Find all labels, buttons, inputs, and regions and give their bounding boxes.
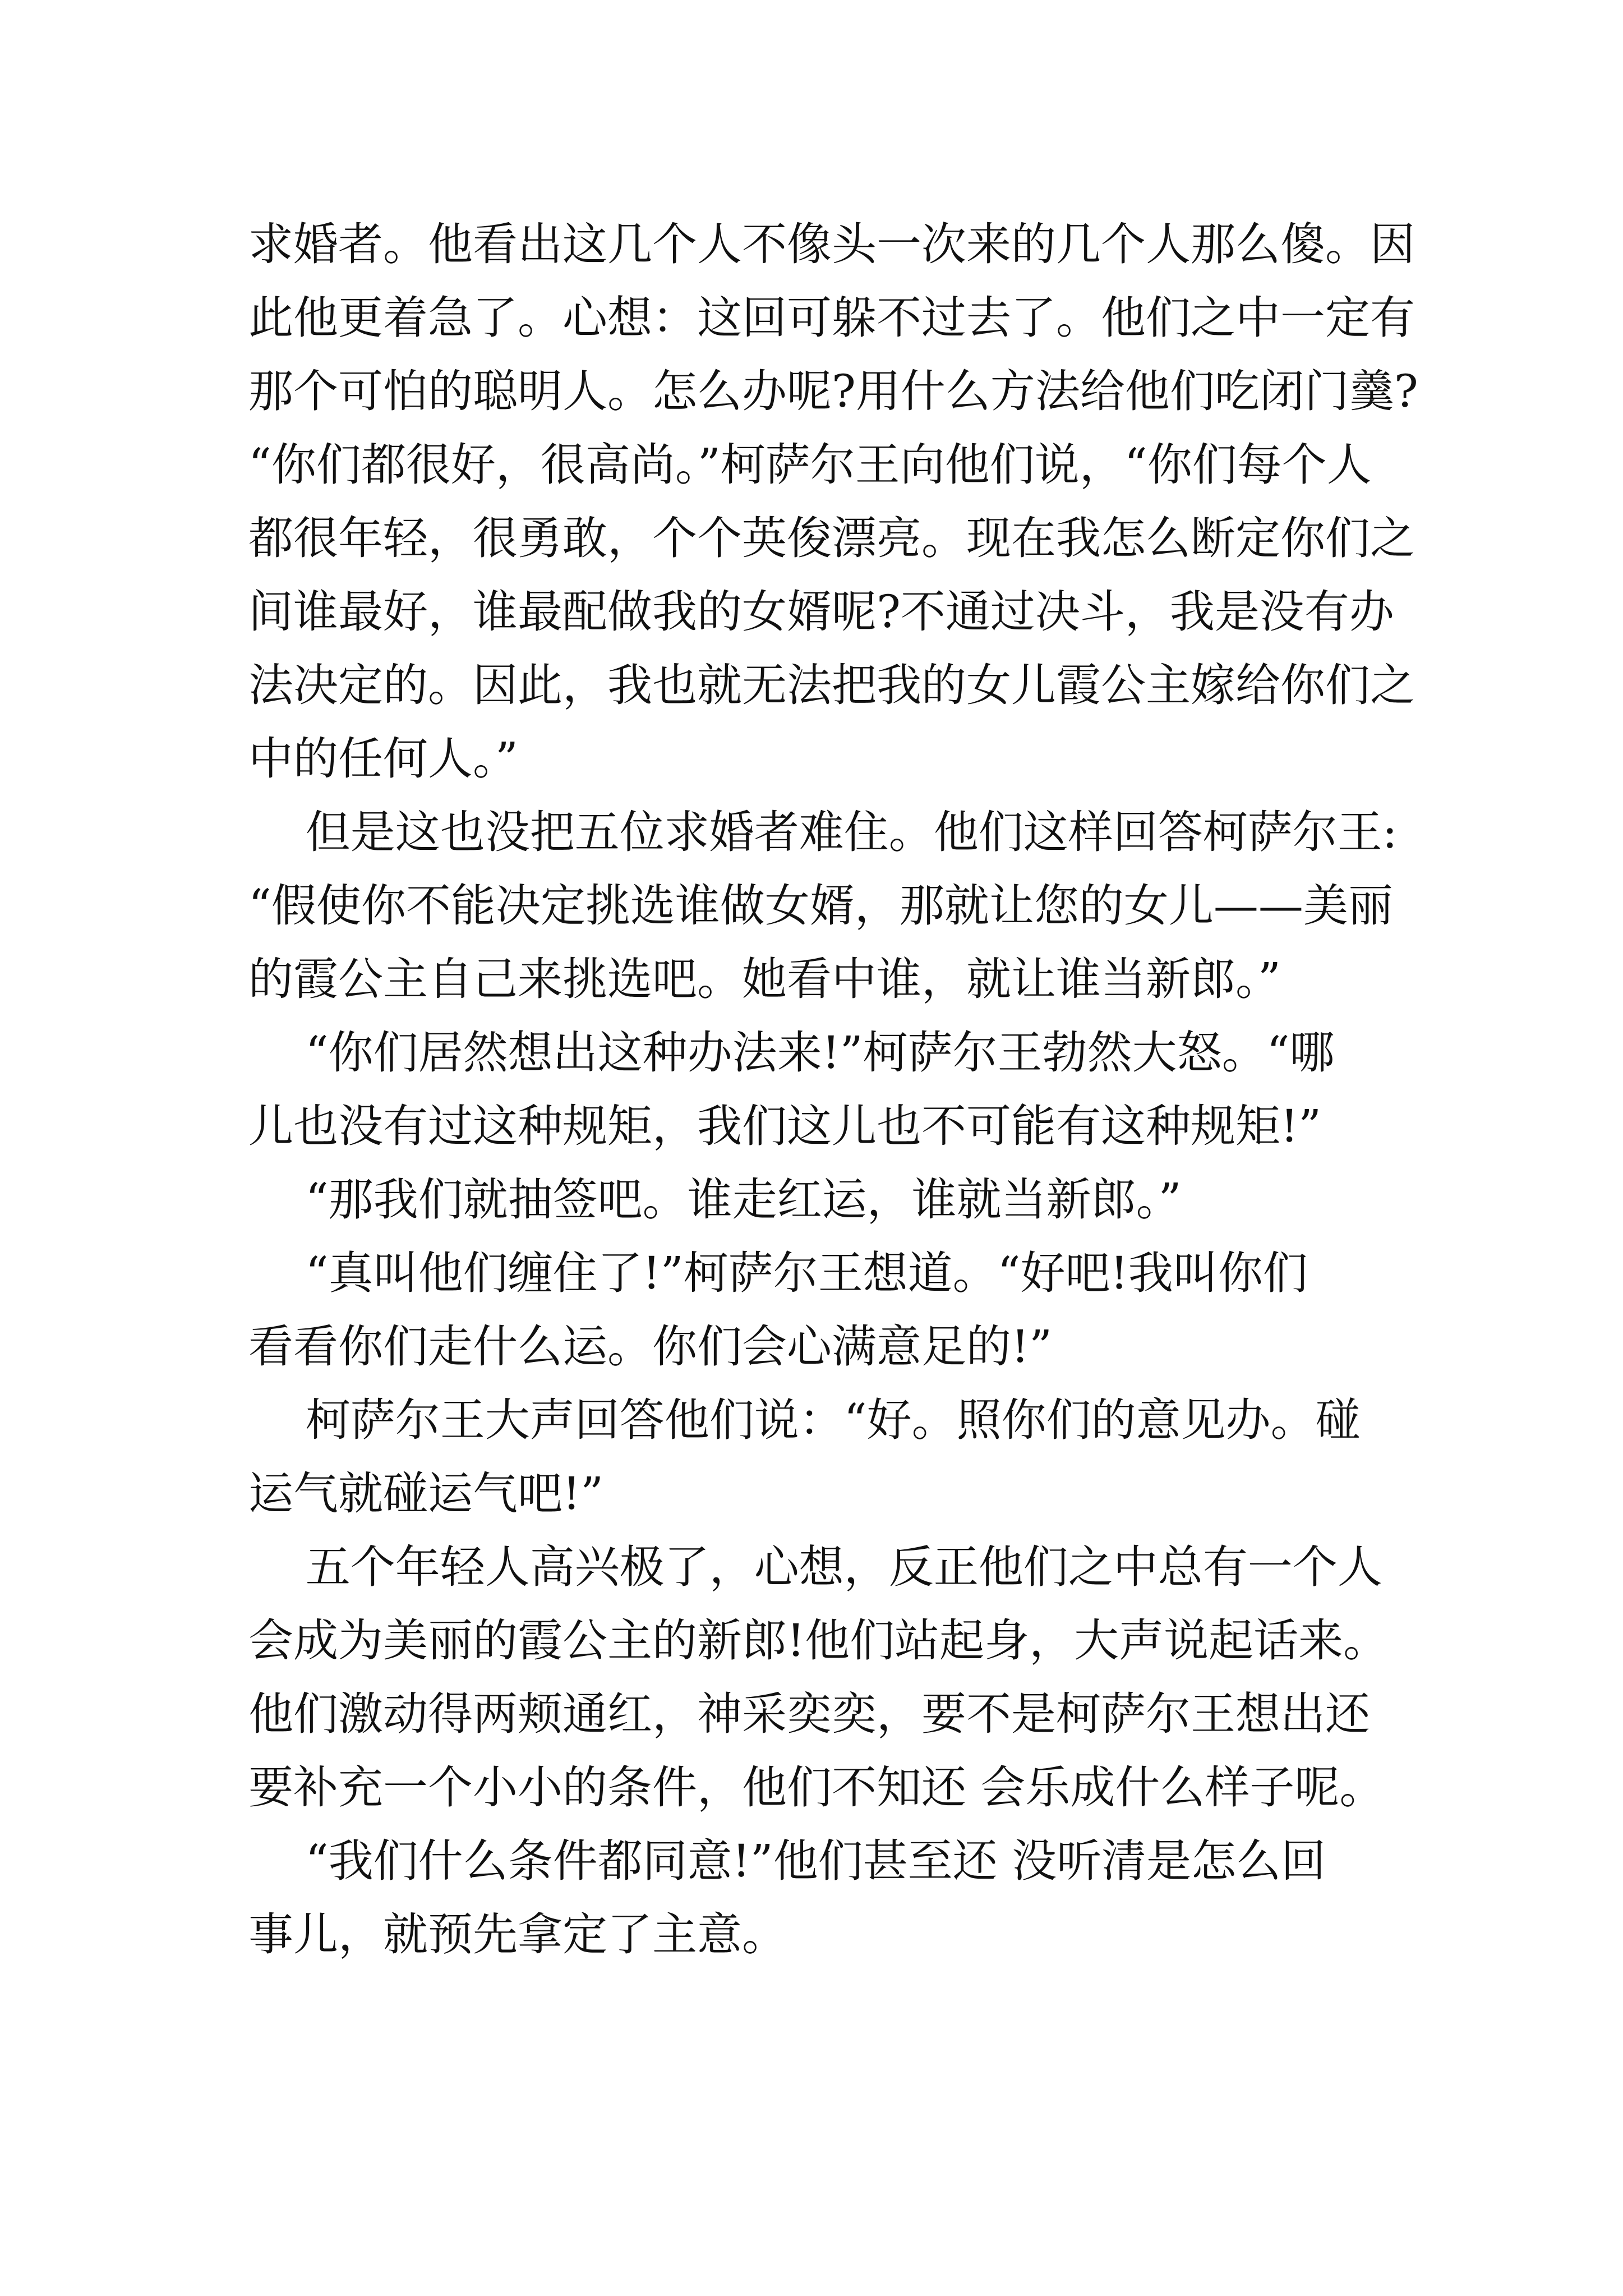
text-line: 看看你们走什么运。你们会心满意足的!” — [248, 1320, 1053, 1373]
text-line: 要补充一个小小的条件，他们不知还 会乐成什么样子呢。 — [248, 1761, 1385, 1814]
text-line: 运气就碰运气吧!” — [248, 1467, 604, 1520]
text-line: 儿也没有过这种规矩，我们这儿也不可能有这种规矩!” — [248, 1100, 1322, 1152]
text-line: 会成为美丽的霞公主的新郎!他们站起身，大声说起话来。 — [248, 1614, 1389, 1667]
text-line: 的霞公主自己来挑选吧。她看中谁，就让谁当新郎。” — [248, 953, 1281, 1005]
text-line: 求婚者。他看出这几个人不像头一次来的几个人那么傻。因 — [248, 218, 1415, 270]
text-line: 但是这也没把五位求婚者难住。他们这样回答柯萨尔王: — [248, 806, 1398, 858]
text-line: “你们居然想出这种办法来!”柯萨尔王勃然大怒。“哪 — [248, 1027, 1335, 1079]
text-line: “假使你不能决定挑选谁做女婿，那就让您的女儿——美丽 — [248, 880, 1393, 932]
text-line: 五个年轻人高兴极了，心想，反正他们之中总有一个人 — [248, 1541, 1382, 1593]
text-line: “真叫他们缠住了!”柯萨尔王想道。“好吧!我叫你们 — [248, 1247, 1308, 1299]
text-line: 此他更着急了。心想：这回可躲不过去了。他们之中一定有 — [248, 292, 1415, 344]
text-line: 他们激动得两颊通红，神采奕奕，要不是柯萨尔王想出还 — [248, 1688, 1370, 1740]
text-line: 法决定的。因此，我也就无法把我的女儿霞公主嫁给你们之 — [248, 659, 1415, 711]
text-line: 事儿，就预先拿定了主意。 — [248, 1908, 787, 1961]
body-text — [248, 208, 1418, 1971]
text-line: 都很年轻，很勇敢，个个英俊漂亮。现在我怎么断定你们之 — [248, 512, 1415, 564]
text-line: “你们都很好，很高尚。”柯萨尔王向他们说，“你们每个人 — [248, 439, 1372, 491]
text-line: 那个可怕的聪明人。怎么办呢?用什么方法给他们吃闭门羹? — [248, 365, 1418, 417]
text-line: “我们什么条件都同意!”他们甚至还 没听清是怎么回 — [248, 1835, 1326, 1887]
text-line: 中的任何人。” — [248, 733, 518, 785]
text-line: 间谁最好，谁最配做我的女婿呢?不通过决斗，我是没有办 — [248, 586, 1394, 638]
text-line: 柯萨尔王大声回答他们说：“好。照你们的意见办。碰 — [248, 1394, 1361, 1446]
text-line: “那我们就抽签吧。谁走红运，谁就当新郎。” — [248, 1174, 1182, 1226]
